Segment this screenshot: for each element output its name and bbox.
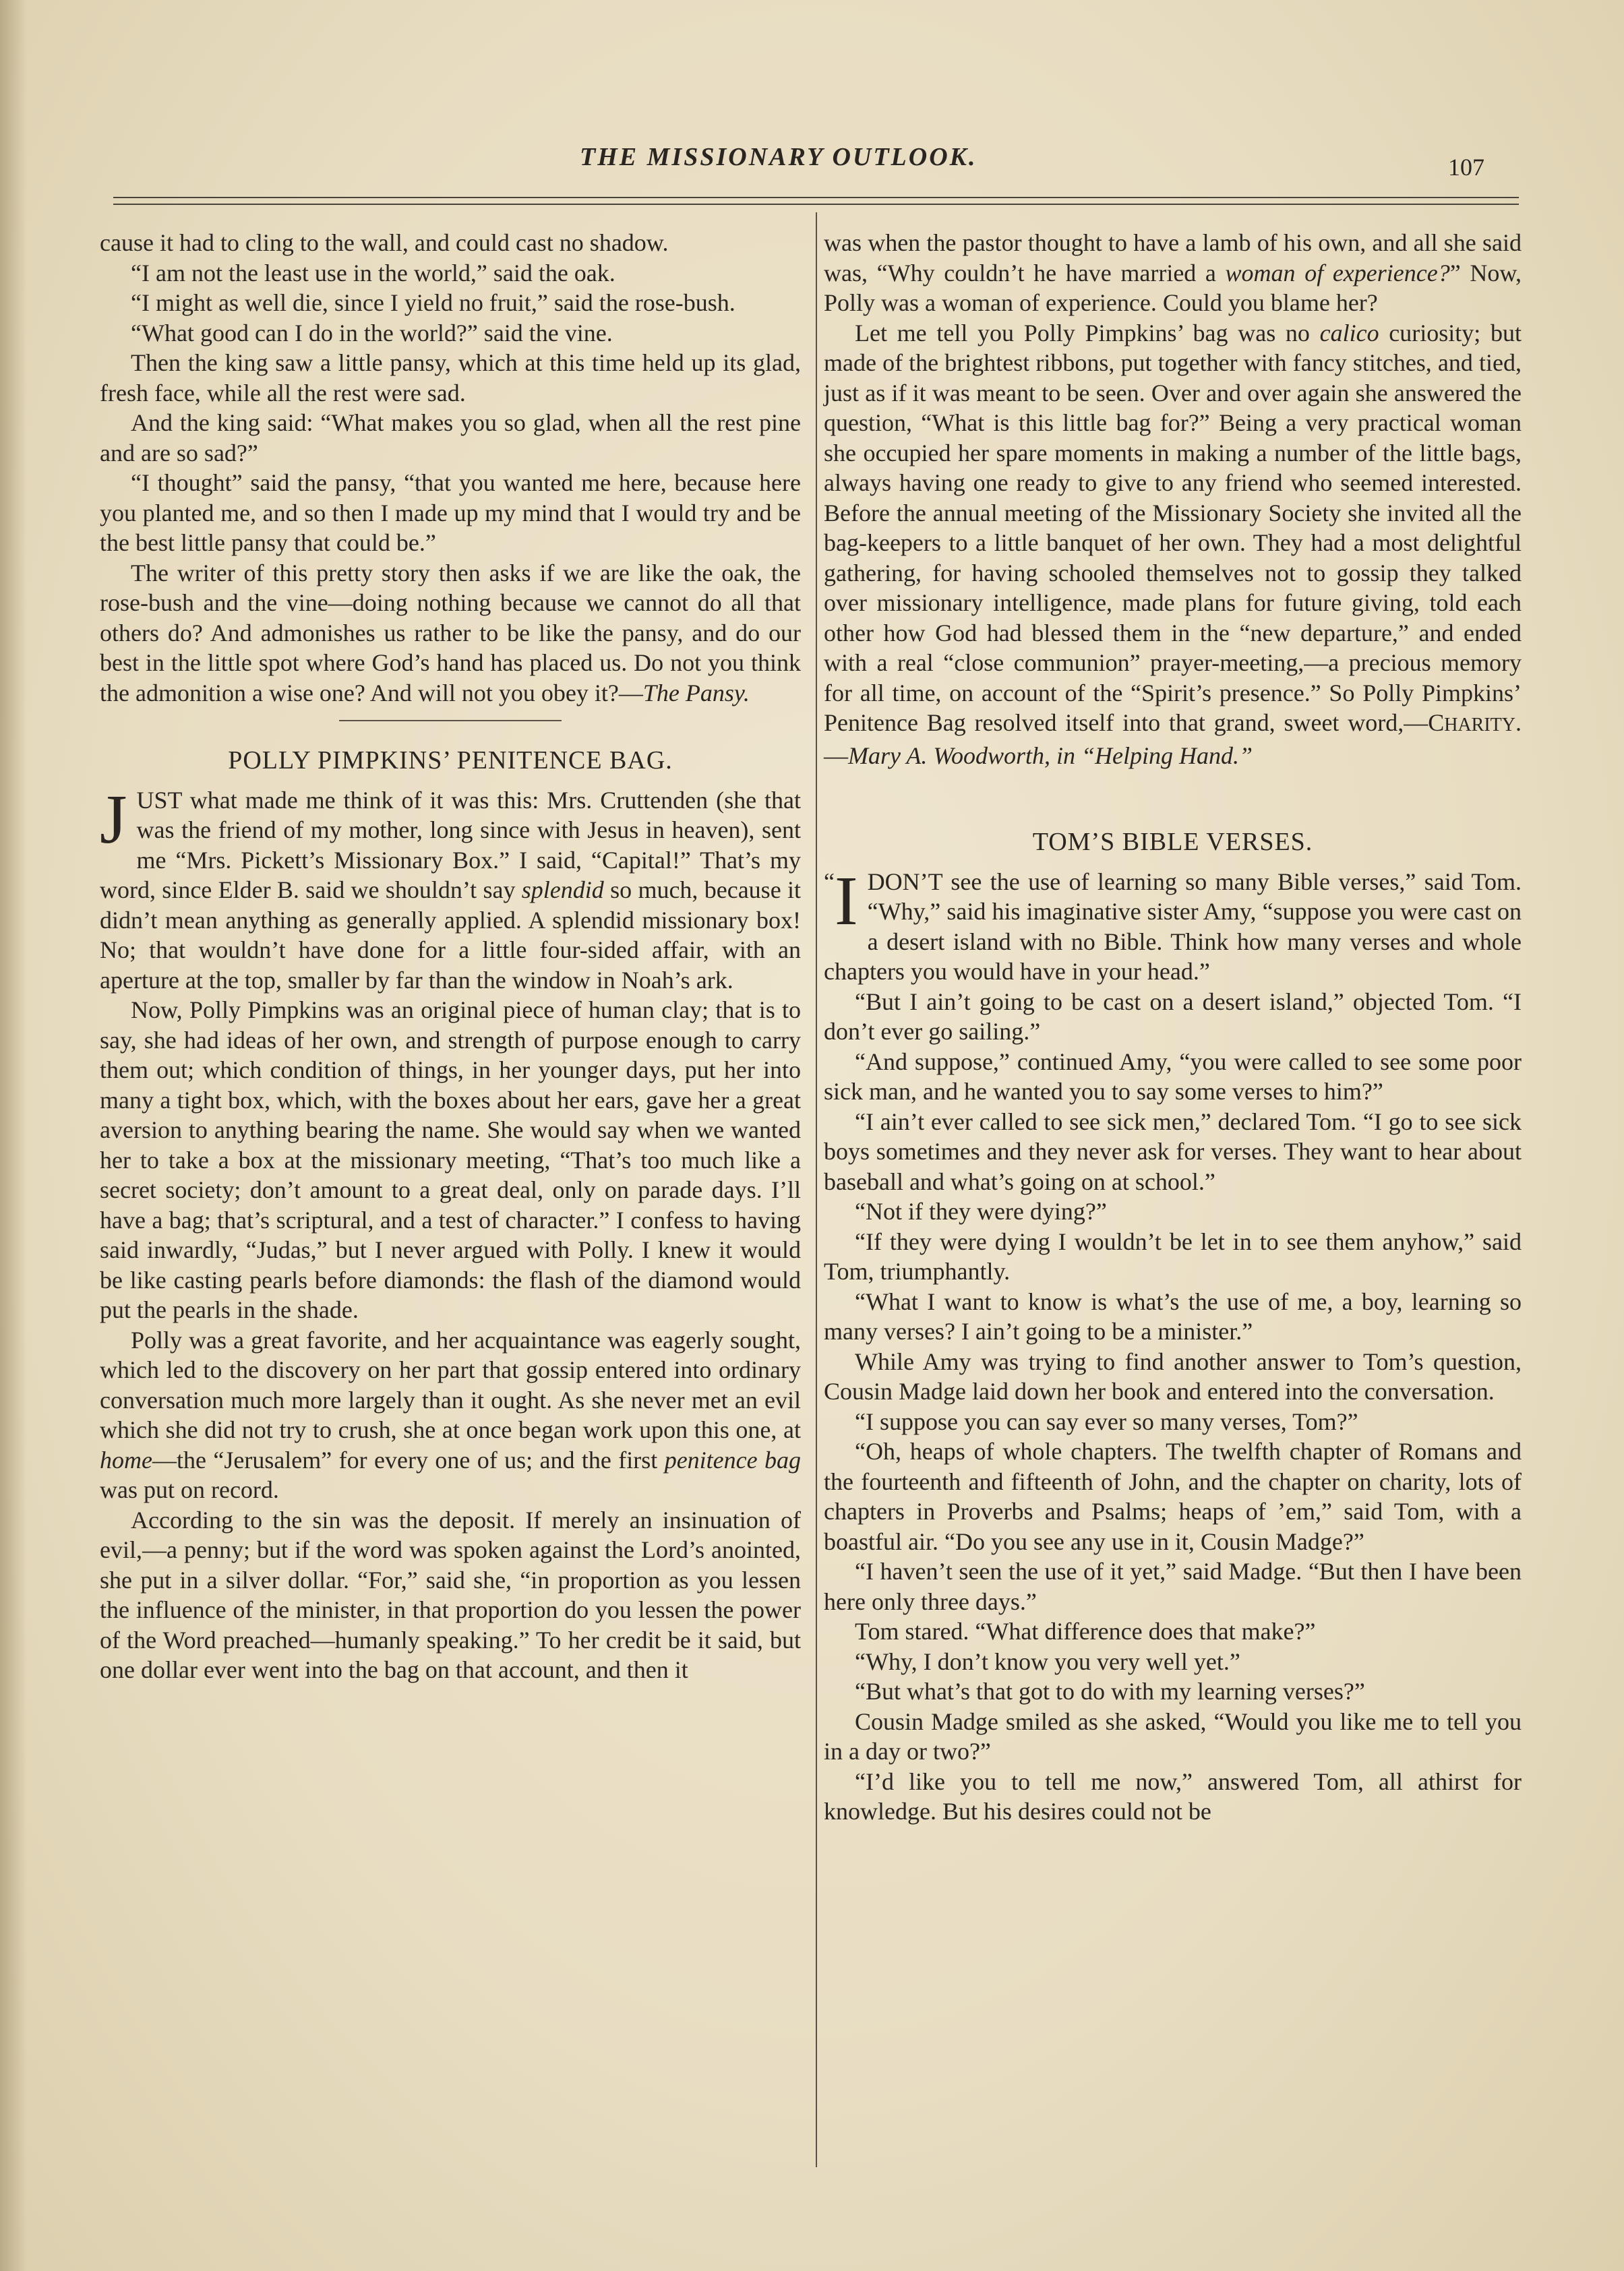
paragraph [824, 228, 1522, 318]
emphasis: penitence bag [664, 1446, 802, 1474]
paragraph: “I ain’t ever called to see sick men,” declared Tom. “I go to see sick boys sometimes and they never ask for verses. They want to hear about baseball and what’s going on at school.” [824, 1108, 1522, 1195]
paragraph: “I suppose you can say ever so many verses, Tom?” [855, 1407, 1358, 1435]
paragraph-text: —the “Jerusalem” for every one of us; and the first [152, 1446, 665, 1474]
emphasis: woman of experience? [1225, 259, 1450, 286]
paragraph-text: was put on record. [100, 1476, 279, 1503]
paragraph: Cousin Madge smiled as she asked, “Would you like me to tell you in a day or two?” [824, 1707, 1522, 1765]
paragraph-text: UST what made me think of it was this: Mrs. Cruttenden (she that was the friend of my mother, long since with Jesus in heaven), sent me “Mrs. Pickett’s Missionary Box.” I said, “Capital!” That’s my word, since Elder B. said we shouldn’t say [100, 786, 801, 903]
paragraph-text: curiosity; but made of the brightest ribbons, put together with fancy stitches, and tied, just as if it was meant to be seen. Over and over again she answered the question, “What is this little bag for?” Being a very practical woman she occupied her spare moments in making a number of the little bags, always having one ready to give to any friend who seemed interested. Before the annual meeting of the Missionary Society she invited all the bag-keepers to a little banquet of her own. They had a most delightful gathering, for having schooled themselves not to gossip they talked over missionary intelligence, made plans for future giving, told each other how God had blessed them in the “new departure,” and ended with a real “close communion” prayer-meeting,—a precious memory for all time, on account of the “Spirit’s presence.” So Polly Pimpkins’ Penitence Bag resolved itself into that grand, sweet word,—C [824, 319, 1522, 736]
paragraph: “But I ain’t going to be cast on a desert island,” objected Tom. “I don’t ever go sailing.” [824, 988, 1522, 1045]
paragraph-text: was when the pastor thought to have a lamb of his own, and all she said was, “Why couldn’t he have married a [824, 229, 1522, 286]
paragraph: “I am not the least use in the world,” said the oak. [131, 259, 615, 286]
paragraph: According to the sin was the deposit. If merely an insinuation of evil,—a penny; but if the word was spoken against the Lord’s anointed, she put in a silver dollar. “For,” said she, “in proportion as you lessen the influence of the minister, in that proportion do you lessen the power of the Word preached—humanly speaking.” To her credit be it said, but one dollar ever went into the bag on that account, and then it [100, 1506, 801, 1683]
paragraph-text: ” Now, Polly was a woman of experience. Could you blame her? [824, 259, 1522, 316]
paragraph: “I haven’t seen the use of it yet,” said Madge. “But then I have been here only three days.” [824, 1558, 1522, 1615]
header-rule-top [113, 197, 1519, 198]
paragraph [100, 780, 801, 996]
paragraph: “What good can I do in the world?” said the vine. [131, 319, 613, 346]
paragraph: “If they were dying I wouldn’t be let in to see them anyhow,” said Tom, triumphantly. [824, 1228, 1522, 1285]
emphasis: calico [1319, 319, 1379, 346]
right-column [824, 228, 1522, 1827]
paragraph: “I might as well die, since I yield no fruit,” said the rose-bush. [131, 289, 735, 316]
article-heading-polly: POLLY PIMPKINS’ PENITENCE BAG. [228, 746, 673, 775]
section-divider [339, 720, 562, 721]
small-caps-word: HARITY [1444, 715, 1515, 735]
drop-cap: I [834, 861, 858, 940]
running-head [0, 138, 1624, 185]
article-heading-tom: TOM’S BIBLE VERSES. [1032, 828, 1313, 856]
paragraph-text: DON’T see the use of learning so many Bible verses,” said Tom. “Why,” said his imaginative sister Amy, “suppose you were cast on a desert island with no Bible. Think how many verses and whole chapters you would have in your head.” [824, 868, 1522, 985]
paragraph-text: Let me tell you Polly Pimpkins’ bag was no [855, 319, 1320, 346]
source-citation: The Pansy. [642, 679, 750, 706]
page-number: 107 [1448, 154, 1484, 181]
paragraph: Tom stared. “What difference does that make?” [855, 1618, 1316, 1645]
paragraph [824, 861, 1522, 987]
paragraph: “Not if they were dying?” [855, 1198, 1107, 1225]
open-quote: “ [824, 868, 835, 895]
paragraph: “But what’s that got to do with my learning verses?” [855, 1678, 1365, 1705]
drop-cap: J [100, 780, 127, 858]
paragraph [100, 1325, 801, 1505]
paragraph: And the king said: “What makes you so glad, when all the rest pine and are so sad?” [100, 409, 801, 466]
punctuation: .— [824, 709, 1522, 769]
section-gap [824, 770, 1522, 823]
paragraph: “Oh, heaps of whole chapters. The twelfth chapter of Romans and the fourteenth and fifteenth of John, and the chapter on charity, lots of chapters in Proverbs and Psalms; heaps of ’em,” said Tom, with a boastful air. “Do you see any use in it, Cousin Madge?” [824, 1438, 1522, 1555]
paragraph: “What I want to know is what’s the use of me, a boy, learning so many verses? I ain’t going to be a minister.” [824, 1288, 1522, 1345]
column-divider [816, 212, 817, 2167]
paragraph: cause it had to cling to the wall, and could cast no shadow. [100, 229, 669, 256]
paragraph: “I’d like you to tell me now,” answered Tom, all athirst for knowledge. But his desires could not be [824, 1767, 1522, 1825]
paragraph: “Why, I don’t know you very well yet.” [855, 1647, 1240, 1675]
paragraph: “I thought” said the pansy, “that you wanted me here, because here you planted me, and so then I made up my mind that I would try and be the best little pansy that could be.” [100, 469, 801, 556]
left-column [100, 228, 801, 1685]
paragraph [100, 558, 801, 708]
paragraph-text: The writer of this pretty story then asks if we are like the oak, the rose-bush and the vine—doing nothing because we cannot do all that others do? And admonishes us rather to be like the pansy, and do our best in the little spot where God’s hand has placed us. Do not you think the admonition a wise one? And will not you obey it?— [100, 559, 801, 706]
paragraph-text: Polly was a great favorite, and her acquaintance was eagerly sought, which led to the discovery on her part that gossip entered into ordinary conversation much more largely than it ought. As she never met an evil which she did not try to crush, she at once began work upon this one, at [100, 1326, 801, 1443]
journal-title: THE MISSIONARY OUTLOOK. [580, 143, 978, 171]
binding-shadow [0, 0, 27, 2271]
emphasis: home [100, 1446, 152, 1474]
paragraph [824, 318, 1522, 771]
paragraph-text: so much, because it didn’t mean anything as generally applied. A splendid missionary box! No; that wouldn’t have done for a little four-sided affair, with an aperture at the top, smaller by far than the window in Noah’s ark. [100, 876, 801, 994]
paragraph: While Amy was trying to find another answer to Tom’s question, Cousin Madge laid down her book and entered into the conversation. [824, 1348, 1522, 1405]
paragraph: “And suppose,” continued Amy, “you were called to see some poor sick man, and he wanted you to say some verses to him?” [824, 1048, 1522, 1105]
header-rule-bottom [113, 204, 1519, 205]
emphasis: splendid [521, 876, 604, 903]
paragraph: Now, Polly Pimpkins was an original piece of human clay; that is to say, she had ideas of her own, and strength of purpose enough to carry them out; which condition of things, in her younger days, put her into many a tight box, which, with the boxes about her ears, gave her a great aversion to anything bearing the name. She would say when we wanted her to take a box at the missionary meeting, “That’s too much like a secret society; don’t amount to a great deal, only on parade days. I’ll have a bag; that’s scriptural, and a test of character.” I confess to having said inwardly, “Judas,” but I never argued with Polly. I knew it would be like casting pearls before diamonds: the flash of the diamond would put the pearls in the shade. [100, 996, 801, 1323]
paragraph: Then the king saw a little pansy, which at this time held up its glad, fresh face, while all the rest were sad. [100, 349, 801, 406]
source-citation: Mary A. Woodworth, in “Helping Hand.” [848, 741, 1253, 769]
